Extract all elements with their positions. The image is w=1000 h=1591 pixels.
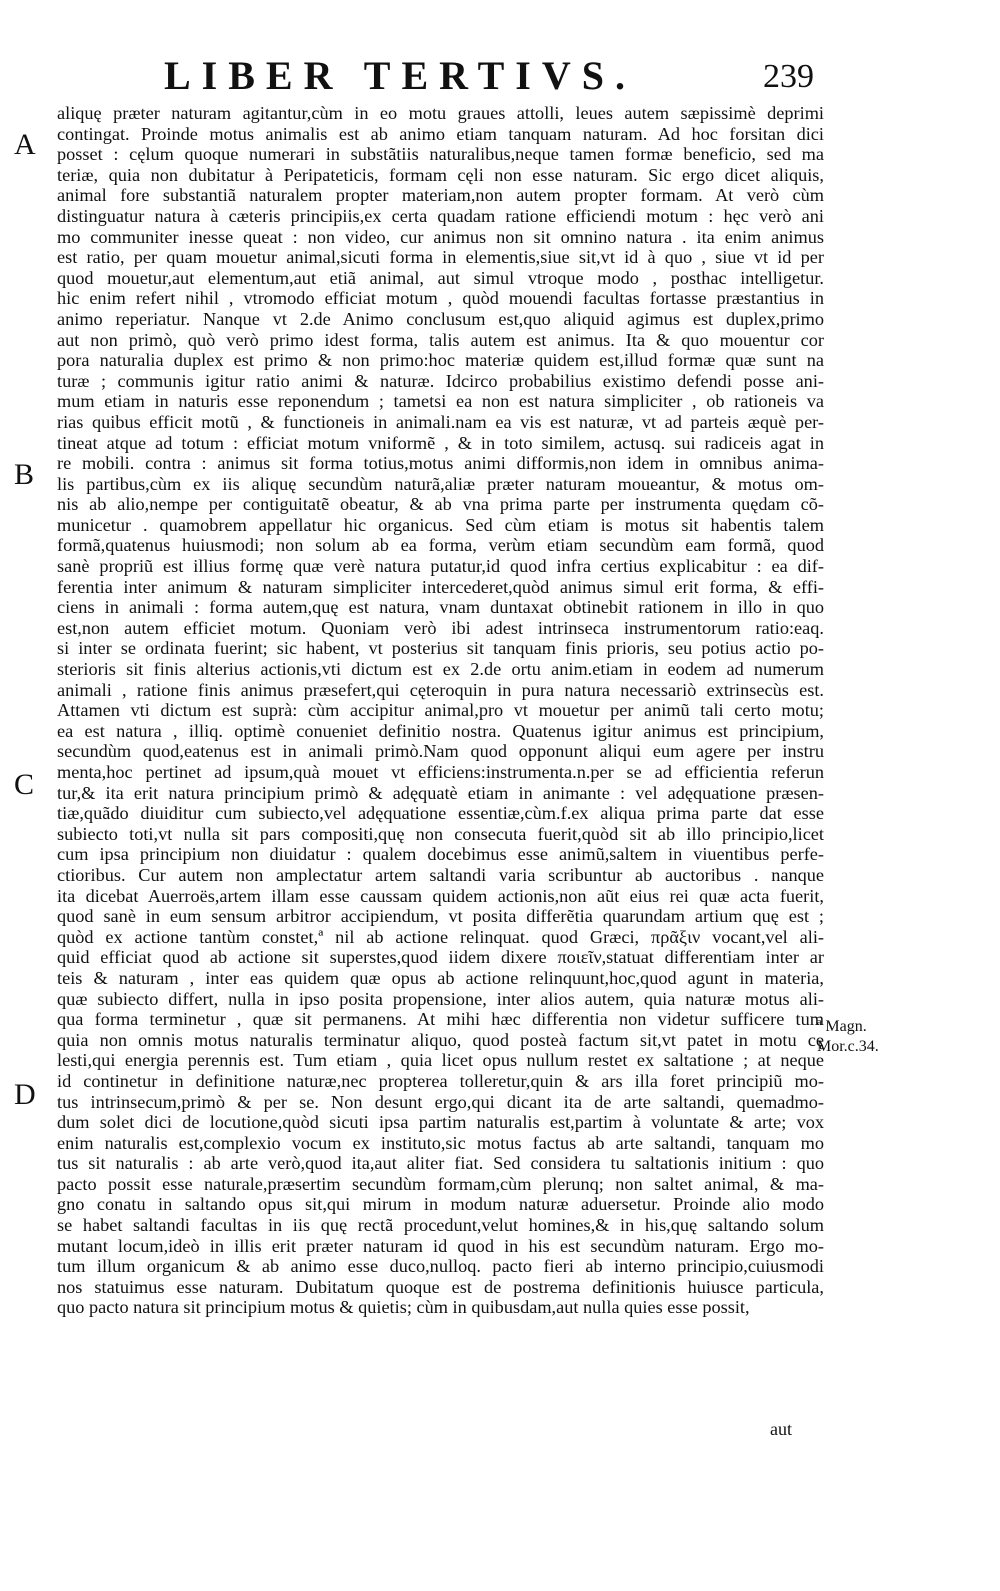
text-line: est,non autem efficiet motum. Quoniam verò ibi adest intrinseca instrumentorum ratio:eaq. — [57, 617, 824, 638]
text-line: tum illum organicum & ab animo esse duco,nulloq. pacto fieri ab interno principio,cuiusmodi — [57, 1256, 824, 1277]
text-line: cum ipsa principium non diuidatur : qualem docebimus esse animũ,saltem in viuentibus perfe- — [57, 844, 824, 865]
page-number: 239 — [763, 58, 814, 95]
text-line: mutant locum,ideò in illis erit præter naturam id quod in his est secundùm naturam. Ergo mo- — [57, 1235, 824, 1256]
text-line: pacto possit esse naturale,præsertim secundùm formam,cùm plerunq; non saltet animal, & ma- — [57, 1173, 824, 1194]
text-line: tus sit naturalis : ab arte verò,quod ita,aut aliter fiat. Sed considera tu saltationis initium : quo — [57, 1153, 824, 1174]
running-head — [164, 52, 814, 102]
text-line: qua forma terminetur , quæ sit permanens. At mihi hæc differentia non videtur sufficere tum — [57, 1009, 824, 1030]
text-line: tiæ,quãdo diuiditur cum subiecto,vel adęquatione essentiæ,cùm.f.ex aliqua prima parte dat esse — [57, 803, 824, 824]
text-line: menta,hoc pertinet ad ipsum,quà mouet vt efficiens:instrumenta.n.per se ad efficientia referun — [57, 762, 824, 782]
text-line: dum solet dici de locutione,quòd sicuti ipsa partim naturalis est,partim à voluntate & arte; vox — [57, 1112, 824, 1133]
section-letter-c: C — [14, 768, 35, 801]
text-line: quod sanè in eum sensum arbitror accipiendum, vt posita differẽtia quarundam artium quę est ; — [57, 906, 824, 927]
text-line: quòd ex actione tantùm constet,ª nil ab actione relinquat. quod Græci, πρᾶξιν vocant,vel ali- — [57, 926, 824, 947]
text-line: tus intrinsecum,primò & per se. Non desunt ergo,qui dicant ita de arte saltandi, quemadmo- — [57, 1091, 824, 1112]
text-line: ciens in animali : forma autem,quę est natura, vnam duntaxat obtinebit rationem in illo in quo — [57, 597, 824, 618]
text-line: rias quibus efficit motũ , & functioneis in animali.nam ea vis est naturæ, vt ad parteis æquè per- — [57, 411, 824, 432]
marginal-note-line: ª Magn. — [817, 1018, 867, 1035]
text-line: quid efficiat quod ab actione sit superstes,quod iidem dixere ποιεῖν,statuat differentiam inter ar — [57, 947, 824, 968]
text-line: formã,quatenus huiusmodi; non solum ab ea forma, verùm etiam secundùm eam formã, quod — [57, 535, 824, 556]
text-line: aut non primò, quò verò primo idest forma, talis autem est animus. Ita & quo mouentur cor — [57, 329, 824, 350]
text-line: hic enim refert nihil , vtromodo efficiat motum , quòd mouendi facultas fortasse præstantius in — [57, 288, 824, 309]
text-line: sterioris sit finis alterius actionis,vti dictum est ex 2.de ortu anim.etiam in eodem ad numerum — [57, 659, 824, 680]
text-line: ctioribus. Cur autem non amplectatur artem saltandi varia scribuntur ab auctoribus . nanque — [57, 864, 824, 885]
marginal-note — [817, 1017, 897, 1057]
text-line: secundùm quod,eatenus est in animali primò.Nam quod opponunt aliqui eum agere per instru — [57, 741, 824, 762]
text-line: mo communiter inesse queat : non video, cur animus non sit omnino natura . ita enim animus — [57, 226, 824, 247]
text-line: subiecto toti,vt nulla sit pars compositi,quę non consecuta fuerit,quòd sit ab illo principio,licet — [57, 823, 824, 844]
text-line: ea est natura , illiq. optimè conueniet definitio nostra. Quatenus igitur animus est principium, — [57, 720, 824, 741]
text-line: contingat. Proinde motus animalis est ab animo etiam tanquam naturam. Ad hoc forsitan dici — [57, 123, 824, 144]
text-line: lis partibus,cùm ex iis aliquę secundùm naturã,aliæ præter naturam moueantur, & motus om- — [57, 473, 824, 494]
section-letter-d: D — [14, 1078, 36, 1111]
text-line: Attamen vti dictum est suprà: cùm accipitur animal,pro vt mouetur per animũ tali certo motu; — [57, 700, 824, 721]
marginal-note-line: Mor.c.34. — [817, 1038, 879, 1055]
text-line: quo pacto natura sit principium motus & quietis; cùm in quibusdam,aut nulla quies esse possit, — [57, 1297, 750, 1318]
text-line: teriæ, quia non dubitatur à Peripateticis, formam cęli non esse naturam. Sic ergo dicet aliquis, — [57, 164, 824, 185]
text-line: teis & naturam , inter eas quidem quæ opus ab actione relinquunt,hoc,quod agunt in materia, — [57, 967, 824, 988]
body-text — [57, 103, 824, 1318]
text-line: mum etiam in naturis esse reponendum ; tametsi ea non est natura simpliciter , ob rationeis va — [57, 391, 824, 412]
text-line: municetur . quamobrem appellatur hic organicus. Sed cùm etiam is motus sit habentis talem — [57, 514, 824, 535]
text-line: animali , ratione finis animus præsefert,qui cęteroquin in pura natura necessariò extrinsecùs est. — [57, 679, 824, 700]
text-line: turæ ; communis igitur ratio animi & naturæ. Idcirco probabilius existimo defendi posse ani- — [57, 370, 824, 391]
text-line: enim naturalis est,complexio vocum ex instituto,sic motus factus ab arte saltandi, tanquam mo — [57, 1132, 824, 1153]
text-line: ita dicebat Auerroës,artem illam esse caussam quidem actionis,non aũt eius rei quæ acta fuerit, — [57, 885, 824, 906]
text-line: posset : cęlum quoque numerari in substãtiis naturalibus,neque tamen formæ beneficio, sed ma — [57, 144, 824, 165]
text-line: se habet saltandi facultas in iis quę rectã procedunt,velut homines,& in his,quę saltando solum — [57, 1215, 824, 1236]
text-line: animo reperiatur. Nanque vt 2.de Animo conclusum est,quo aliquid agimus est duplex,primo — [57, 308, 824, 329]
text-line: quod mouetur,aut elementum,aut etiã animal, aut simul vtroque modo , posthac intelligetur. — [57, 267, 824, 288]
text-line: re mobili. contra : animus sit forma totius,motus animi difformis,non idem in omnibus anima- — [57, 453, 824, 474]
text-line: distinguatur natura à cæteris principiis,ex certa quadam ratione efficiendi motum : hęc verò ani — [57, 205, 824, 226]
catchword: aut — [770, 1419, 792, 1439]
text-line: pora naturalia duplex est primo & non primo:hoc materiæ quidem est,illud formæ quæ sunt na — [57, 350, 824, 371]
text-line: animal fore substantiã naturalem propter materiam,non autem propter formam. At verò cùm — [57, 185, 824, 206]
text-line: quæ subiecto differt, nulla in ipso posita propensione, inter alios autem, quia naturæ motus ali- — [57, 988, 824, 1009]
text-line: id continetur in definitione naturæ,nec propterea tolleretur,quin & ars illa foret principiũ mo- — [57, 1070, 824, 1091]
text-line: est ratio, per quam mouetur animal,sicuti forma in elementis,siue sit,vt id à quo , siue vt id per — [57, 247, 824, 268]
text-line: gno conatu in saltando opus sit,qui mirum in modum naturæ aduersetur. Proinde alio modo — [57, 1194, 824, 1215]
text-line: lesti,qui energia perennis est. Tum etiam , quia licet opus nullum restet ex saltatione ; at neque — [57, 1050, 824, 1071]
text-line: tur,& ita erit natura principium primò & adęquatè etiam in animante : vel adęquatione præsen- — [57, 782, 824, 803]
running-title: LIBER TERTIVS. — [164, 53, 636, 98]
text-line: quia non omnis motus naturalis terminatur aliquo, quod posteà factum sit,vt patet in motu cę — [57, 1029, 824, 1050]
text-line: nis ab alio,nempe per contiguitatẽ obeatur, & ab vna prima parte per instrumenta quędam cõ- — [57, 494, 824, 515]
text-line: tineat atque ad totum : efficiat motum vniformẽ , & in toto similem, actusq. sui radiceis agat in — [57, 432, 824, 453]
section-letter-a: A — [14, 128, 36, 161]
text-line: nos statuimus esse naturam. Dubitatum quoque est de postrema definitionis huiusce particula, — [57, 1276, 824, 1297]
section-letter-b: B — [14, 458, 35, 491]
text-line: sanè propriũ est illius formę quæ verè natura putatur,id quod infra certius explicabitur : ea dif- — [57, 556, 824, 577]
text-line: aliquę præter naturam agitantur,cùm in eo motu graues attolli, leues autem sæpissimè deprimi — [57, 103, 824, 123]
text-line: ferentia inter animum & naturam simpliciter intercederet,quòd animus simul erit forma, & effi- — [57, 576, 824, 597]
text-line: si inter se ordinata fuerint; sic habent, vt posterius sit tanquam finis prioris, seu potius actio po- — [57, 638, 824, 659]
